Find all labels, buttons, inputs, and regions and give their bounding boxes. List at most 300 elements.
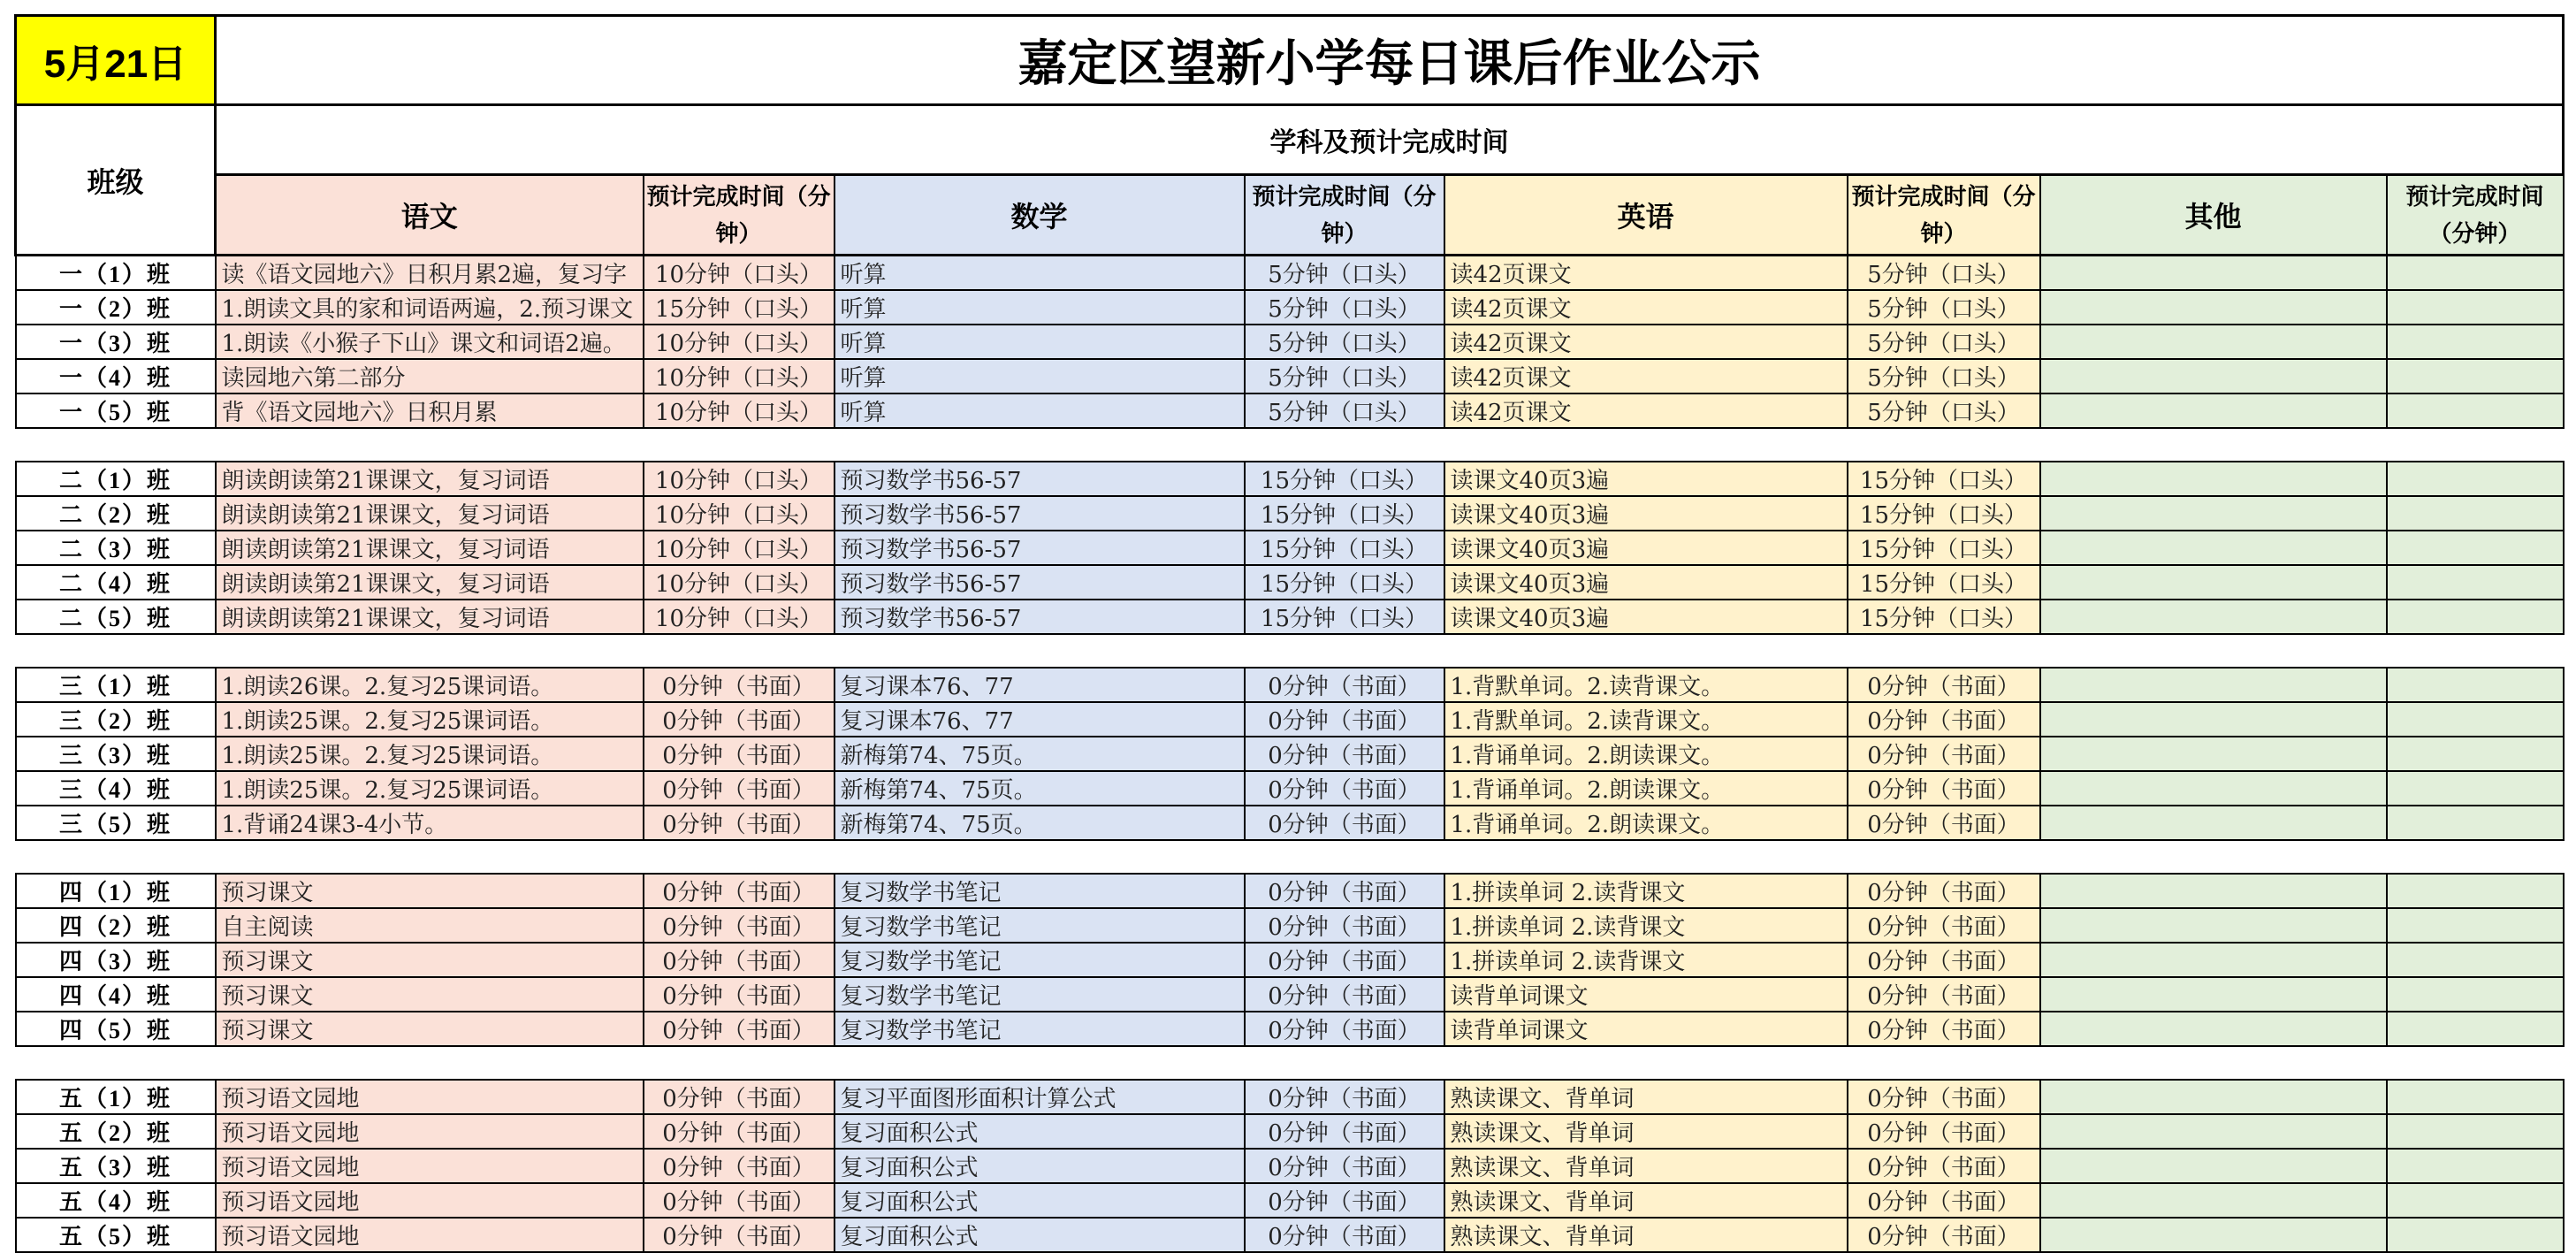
yingyu-homework-cell: 1.背默单词。2.读背课文。 [1444,702,1848,737]
qita-homework-cell [2040,771,2387,806]
shuxue-time-cell: 15分钟（口头） [1245,496,1444,531]
table-row [16,359,2564,393]
table-row [16,1080,2564,1114]
yuwen-time-header: 预计完成时间（分钟） [644,175,835,256]
shuxue-time-cell: 15分钟（口头） [1245,600,1444,634]
class-name-cell: 五（2）班 [16,1114,216,1149]
qita-homework-cell [2040,256,2387,291]
yuwen-homework-cell: 预习语文园地 [216,1218,644,1252]
spacer-cell [2040,1046,2387,1080]
yuwen-time-cell: 0分钟（书面） [644,874,835,908]
table-row [16,1149,2564,1183]
yingyu-time-cell: 0分钟（书面） [1848,1183,2040,1218]
qita-time-cell [2387,737,2564,771]
table-body [16,256,2564,1253]
shuxue-homework-cell: 复习数学书笔记 [835,977,1245,1012]
yuwen-time-cell: 0分钟（书面） [644,943,835,977]
yingyu-time-cell: 0分钟（书面） [1848,1149,2040,1183]
yingyu-homework-cell: 读42页课文 [1444,256,1848,291]
qita-time-header: 预计完成时间（分钟） [2387,175,2564,256]
yuwen-time-cell: 10分钟（口头） [644,359,835,393]
yuwen-homework-cell: 预习语文园地 [216,1080,644,1114]
spacer-cell [2040,840,2387,874]
class-name-cell: 二（4）班 [16,565,216,600]
class-name-cell: 三（1）班 [16,668,216,702]
yuwen-homework-cell: 预习课文 [216,874,644,908]
yingyu-homework-cell: 读42页课文 [1444,290,1848,325]
shuxue-time-cell: 5分钟（口头） [1245,359,1444,393]
table-row [16,943,2564,977]
shuxue-time-cell: 0分钟（书面） [1245,908,1444,943]
shuxue-homework-cell: 听算 [835,359,1245,393]
spacer-cell [1444,428,1848,462]
yuwen-header: 语文 [216,175,644,256]
class-name-cell: 二（3）班 [16,531,216,565]
spacer-cell [216,428,644,462]
qita-time-cell [2387,325,2564,359]
yingyu-homework-cell: 读课文40页3遍 [1444,496,1848,531]
shuxue-homework-cell: 新梅第74、75页。 [835,737,1245,771]
table-row [16,1114,2564,1149]
qita-time-cell [2387,393,2564,428]
shuxue-time-cell: 0分钟（书面） [1245,1149,1444,1183]
class-name-cell: 一（4）班 [16,359,216,393]
spacer-cell [1245,634,1444,668]
yingyu-homework-cell: 熟读课文、背单词 [1444,1080,1848,1114]
yuwen-time-cell: 0分钟（书面） [644,806,835,840]
shuxue-homework-cell: 复习数学书笔记 [835,943,1245,977]
shuxue-homework-cell: 复习课本76、77 [835,702,1245,737]
shuxue-time-cell: 15分钟（口头） [1245,462,1444,496]
table-row [16,256,2564,291]
yingyu-homework-cell: 1.背默单词。2.读背课文。 [1444,668,1848,702]
table-row [16,290,2564,325]
table-row [16,496,2564,531]
class-name-cell: 一（3）班 [16,325,216,359]
date-cell: 5月21日 [16,16,216,105]
class-name-cell: 三（4）班 [16,771,216,806]
qita-time-cell [2387,1183,2564,1218]
qita-time-cell [2387,1012,2564,1046]
spacer-cell [2040,634,2387,668]
yuwen-homework-cell: 1.朗读文具的家和词语两遍，2.预习课文 [216,290,644,325]
table-row [16,393,2564,428]
qita-time-cell [2387,771,2564,806]
spacer-cell [216,840,644,874]
yuwen-homework-cell: 1.朗读25课。2.复习25课词语。 [216,771,644,806]
yuwen-time-cell: 10分钟（口头） [644,496,835,531]
table-row [16,771,2564,806]
shuxue-time-cell: 0分钟（书面） [1245,1114,1444,1149]
shuxue-homework-cell: 预习数学书56-57 [835,462,1245,496]
class-name-cell: 三（2）班 [16,702,216,737]
qita-time-cell [2387,874,2564,908]
yingyu-time-cell: 5分钟（口头） [1848,256,2040,291]
shuxue-time-cell: 0分钟（书面） [1245,943,1444,977]
yingyu-time-cell: 0分钟（书面） [1848,806,2040,840]
shuxue-homework-cell: 预习数学书56-57 [835,600,1245,634]
spacer-cell [1848,1046,2040,1080]
yuwen-homework-cell: 预习课文 [216,943,644,977]
yingyu-homework-cell: 1.拼读单词 2.读背课文 [1444,908,1848,943]
table-row [16,668,2564,702]
yuwen-homework-cell: 读园地六第二部分 [216,359,644,393]
yingyu-homework-cell: 熟读课文、背单词 [1444,1218,1848,1252]
yingyu-time-cell: 5分钟（口头） [1848,393,2040,428]
yuwen-homework-cell: 朗读朗读第21课课文，复习词语 [216,496,644,531]
qita-header: 其他 [2040,175,2387,256]
shuxue-homework-cell: 听算 [835,325,1245,359]
qita-homework-cell [2040,806,2387,840]
shuxue-time-cell: 0分钟（书面） [1245,977,1444,1012]
spacer-cell [835,1046,1245,1080]
yingyu-homework-cell: 读42页课文 [1444,393,1848,428]
yuwen-homework-cell: 朗读朗读第21课课文，复习词语 [216,600,644,634]
yingyu-time-cell: 15分钟（口头） [1848,496,2040,531]
yuwen-time-cell: 0分钟（书面） [644,737,835,771]
yuwen-time-cell: 10分钟（口头） [644,393,835,428]
yingyu-time-cell: 0分钟（书面） [1848,1218,2040,1252]
yuwen-homework-cell: 预习课文 [216,1012,644,1046]
qita-time-cell [2387,531,2564,565]
yingyu-homework-cell: 读课文40页3遍 [1444,565,1848,600]
qita-homework-cell [2040,565,2387,600]
qita-homework-cell [2040,702,2387,737]
qita-time-cell [2387,359,2564,393]
qita-homework-cell [2040,977,2387,1012]
class-name-cell: 四（1）班 [16,874,216,908]
yingyu-time-cell: 15分钟（口头） [1848,531,2040,565]
shuxue-time-cell: 0分钟（书面） [1245,737,1444,771]
yingyu-homework-cell: 熟读课文、背单词 [1444,1114,1848,1149]
class-name-cell: 四（3）班 [16,943,216,977]
qita-time-cell [2387,256,2564,291]
yingyu-time-header: 预计完成时间（分钟） [1848,175,2040,256]
qita-homework-cell [2040,1080,2387,1114]
yingyu-header: 英语 [1444,175,1848,256]
table-row [16,874,2564,908]
qita-homework-cell [2040,325,2387,359]
shuxue-homework-cell: 复习数学书笔记 [835,874,1245,908]
yingyu-homework-cell: 读课文40页3遍 [1444,600,1848,634]
yuwen-time-cell: 0分钟（书面） [644,1218,835,1252]
yuwen-time-cell: 0分钟（书面） [644,1114,835,1149]
shuxue-homework-cell: 复习数学书笔记 [835,908,1245,943]
yuwen-homework-cell: 1.朗读25课。2.复习25课词语。 [216,737,644,771]
class-name-cell: 五（1）班 [16,1080,216,1114]
yuwen-homework-cell: 朗读朗读第21课课文，复习词语 [216,565,644,600]
yingyu-time-cell: 5分钟（口头） [1848,325,2040,359]
class-name-cell: 一（2）班 [16,290,216,325]
class-name-cell: 二（2）班 [16,496,216,531]
class-name-cell: 二（5）班 [16,600,216,634]
table-row [16,1012,2564,1046]
spacer-cell [1245,1046,1444,1080]
qita-time-cell [2387,668,2564,702]
qita-homework-cell [2040,1149,2387,1183]
yingyu-time-cell: 0分钟（书面） [1848,1012,2040,1046]
qita-time-cell [2387,462,2564,496]
yuwen-time-cell: 0分钟（书面） [644,1149,835,1183]
class-name-cell: 三（5）班 [16,806,216,840]
yuwen-homework-cell: 读《语文园地六》日积月累2遍，复习字 [216,256,644,291]
group-spacer [16,428,2564,462]
qita-homework-cell [2040,531,2387,565]
shuxue-homework-cell: 复习面积公式 [835,1183,1245,1218]
shuxue-homework-cell: 复习数学书笔记 [835,1012,1245,1046]
shuxue-time-cell: 5分钟（口头） [1245,393,1444,428]
yuwen-time-cell: 0分钟（书面） [644,1012,835,1046]
yuwen-time-cell: 0分钟（书面） [644,668,835,702]
qita-homework-cell [2040,1012,2387,1046]
yingyu-time-cell: 0分钟（书面） [1848,1080,2040,1114]
qita-time-cell [2387,1080,2564,1114]
qita-time-cell [2387,908,2564,943]
qita-homework-cell [2040,874,2387,908]
spacer-cell [1444,634,1848,668]
class-name-cell: 四（4）班 [16,977,216,1012]
shuxue-homework-cell: 新梅第74、75页。 [835,806,1245,840]
yuwen-time-cell: 0分钟（书面） [644,1183,835,1218]
spacer-cell [1848,840,2040,874]
yuwen-time-cell: 0分钟（书面） [644,977,835,1012]
class-name-cell: 二（1）班 [16,462,216,496]
table-row [16,737,2564,771]
shuxue-homework-cell: 预习数学书56-57 [835,565,1245,600]
yuwen-time-cell: 0分钟（书面） [644,771,835,806]
shuxue-time-cell: 5分钟（口头） [1245,325,1444,359]
yuwen-time-cell: 10分钟（口头） [644,600,835,634]
table-row [16,565,2564,600]
table-row [16,531,2564,565]
yingyu-time-cell: 5分钟（口头） [1848,290,2040,325]
qita-homework-cell [2040,290,2387,325]
class-name-cell: 五（3）班 [16,1149,216,1183]
table-row [16,1218,2564,1252]
table-row [16,600,2564,634]
yingyu-time-cell: 15分钟（口头） [1848,565,2040,600]
table-row [16,908,2564,943]
shuxue-time-cell: 0分钟（书面） [1245,1012,1444,1046]
class-name-cell: 四（5）班 [16,1012,216,1046]
qita-time-cell [2387,702,2564,737]
group-spacer [16,1046,2564,1080]
yuwen-homework-cell: 预习语文园地 [216,1183,644,1218]
shuxue-homework-cell: 听算 [835,290,1245,325]
yuwen-homework-cell: 自主阅读 [216,908,644,943]
table-row [16,977,2564,1012]
subjects-caption: 学科及预计完成时间 [216,105,2564,175]
qita-homework-cell [2040,943,2387,977]
shuxue-time-cell: 0分钟（书面） [1245,806,1444,840]
yingyu-time-cell: 0分钟（书面） [1848,771,2040,806]
yuwen-time-cell: 0分钟（书面） [644,702,835,737]
yingyu-time-cell: 5分钟（口头） [1848,359,2040,393]
spacer-cell [16,1046,216,1080]
yingyu-homework-cell: 读42页课文 [1444,359,1848,393]
shuxue-time-cell: 5分钟（口头） [1245,256,1444,291]
qita-time-cell [2387,600,2564,634]
qita-time-cell [2387,806,2564,840]
yingyu-homework-cell: 熟读课文、背单词 [1444,1149,1848,1183]
qita-time-cell [2387,290,2564,325]
qita-homework-cell [2040,600,2387,634]
qita-time-cell [2387,943,2564,977]
yingyu-homework-cell: 1.拼读单词 2.读背课文 [1444,943,1848,977]
qita-homework-cell [2040,462,2387,496]
yingyu-homework-cell: 1.背诵单词。2.朗读课文。 [1444,771,1848,806]
qita-homework-cell [2040,359,2387,393]
yingyu-time-cell: 0分钟（书面） [1848,1114,2040,1149]
shuxue-time-cell: 0分钟（书面） [1245,1183,1444,1218]
yingyu-time-cell: 0分钟（书面） [1848,977,2040,1012]
yingyu-homework-cell: 读背单词课文 [1444,977,1848,1012]
shuxue-time-cell: 0分钟（书面） [1245,874,1444,908]
spacer-cell [16,634,216,668]
shuxue-header: 数学 [835,175,1245,256]
shuxue-homework-cell: 复习课本76、77 [835,668,1245,702]
qita-homework-cell [2040,668,2387,702]
qita-homework-cell [2040,393,2387,428]
shuxue-time-header: 预计完成时间（分钟） [1245,175,1444,256]
qita-time-cell [2387,565,2564,600]
yuwen-homework-cell: 背《语文园地六》日积月累 [216,393,644,428]
yuwen-homework-cell: 朗读朗读第21课课文，复习词语 [216,462,644,496]
yuwen-time-cell: 0分钟（书面） [644,908,835,943]
spacer-cell [1245,840,1444,874]
qita-homework-cell [2040,496,2387,531]
yuwen-time-cell: 10分钟（口头） [644,531,835,565]
yuwen-homework-cell: 1.朗读25课。2.复习25课词语。 [216,702,644,737]
yingyu-homework-cell: 读背单词课文 [1444,1012,1848,1046]
yuwen-homework-cell: 预习语文园地 [216,1149,644,1183]
class-column-header: 班级 [16,105,216,256]
qita-homework-cell [2040,1183,2387,1218]
spacer-cell [644,428,835,462]
yuwen-time-cell: 0分钟（书面） [644,1080,835,1114]
spacer-cell [2387,840,2564,874]
shuxue-time-cell: 5分钟（口头） [1245,290,1444,325]
shuxue-homework-cell: 复习平面图形面积计算公式 [835,1080,1245,1114]
yuwen-homework-cell: 预习语文园地 [216,1114,644,1149]
table-row [16,462,2564,496]
yingyu-homework-cell: 1.拼读单词 2.读背课文 [1444,874,1848,908]
yuwen-homework-cell: 预习课文 [216,977,644,1012]
shuxue-homework-cell: 新梅第74、75页。 [835,771,1245,806]
class-name-cell: 一（1）班 [16,256,216,291]
spacer-cell [1848,428,2040,462]
table-row [16,1183,2564,1218]
qita-time-cell [2387,1114,2564,1149]
spacer-cell [216,634,644,668]
yuwen-homework-cell: 1.朗读26课。2.复习25课词语。 [216,668,644,702]
yingyu-homework-cell: 1.背诵单词。2.朗读课文。 [1444,737,1848,771]
shuxue-homework-cell: 听算 [835,256,1245,291]
yingyu-time-cell: 0分钟（书面） [1848,908,2040,943]
qita-time-cell [2387,1149,2564,1183]
qita-time-cell [2387,496,2564,531]
shuxue-homework-cell: 复习面积公式 [835,1218,1245,1252]
qita-homework-cell [2040,1114,2387,1149]
yingyu-time-cell: 0分钟（书面） [1848,668,2040,702]
yuwen-homework-cell: 1.背诵24课3-4小节。 [216,806,644,840]
shuxue-homework-cell: 复习面积公式 [835,1114,1245,1149]
spacer-cell [835,634,1245,668]
shuxue-time-cell: 15分钟（口头） [1245,565,1444,600]
spacer-cell [216,1046,644,1080]
spacer-cell [2040,428,2387,462]
yuwen-time-cell: 10分钟（口头） [644,325,835,359]
spacer-cell [2387,1046,2564,1080]
table-row [16,806,2564,840]
shuxue-time-cell: 0分钟（书面） [1245,1080,1444,1114]
yuwen-time-cell: 10分钟（口头） [644,565,835,600]
spacer-cell [1848,634,2040,668]
qita-time-cell [2387,1218,2564,1252]
spacer-cell [644,840,835,874]
page-title: 嘉定区望新小学每日课后作业公示 [216,16,2564,105]
group-spacer [16,634,2564,668]
qita-homework-cell [2040,737,2387,771]
spacer-cell [835,428,1245,462]
yingyu-homework-cell: 读课文40页3遍 [1444,462,1848,496]
spacer-cell [2387,634,2564,668]
yuwen-homework-cell: 朗读朗读第21课课文，复习词语 [216,531,644,565]
shuxue-time-cell: 0分钟（书面） [1245,668,1444,702]
spacer-cell [644,1046,835,1080]
shuxue-homework-cell: 预习数学书56-57 [835,496,1245,531]
yuwen-time-cell: 15分钟（口头） [644,290,835,325]
yingyu-homework-cell: 读42页课文 [1444,325,1848,359]
shuxue-homework-cell: 复习面积公式 [835,1149,1245,1183]
shuxue-homework-cell: 听算 [835,393,1245,428]
yuwen-time-cell: 10分钟（口头） [644,256,835,291]
yingyu-homework-cell: 1.背诵单词。2.朗读课文。 [1444,806,1848,840]
spacer-cell [1444,840,1848,874]
spacer-cell [835,840,1245,874]
spacer-cell [644,634,835,668]
class-name-cell: 四（2）班 [16,908,216,943]
yingyu-time-cell: 15分钟（口头） [1848,600,2040,634]
shuxue-homework-cell: 预习数学书56-57 [835,531,1245,565]
spacer-cell [2387,428,2564,462]
spacer-cell [1245,428,1444,462]
qita-homework-cell [2040,1218,2387,1252]
yingyu-time-cell: 0分钟（书面） [1848,874,2040,908]
yingyu-time-cell: 0分钟（书面） [1848,737,2040,771]
spacer-cell [1444,1046,1848,1080]
table-row [16,702,2564,737]
shuxue-time-cell: 0分钟（书面） [1245,702,1444,737]
yuwen-homework-cell: 1.朗读《小猴子下山》课文和词语2遍。 [216,325,644,359]
qita-time-cell [2387,977,2564,1012]
yingyu-time-cell: 0分钟（书面） [1848,702,2040,737]
class-name-cell: 一（5）班 [16,393,216,428]
yingyu-homework-cell: 熟读课文、背单词 [1444,1183,1848,1218]
class-name-cell: 五（4）班 [16,1183,216,1218]
yingyu-homework-cell: 读课文40页3遍 [1444,531,1848,565]
shuxue-time-cell: 0分钟（书面） [1245,771,1444,806]
homework-table [14,14,2565,1253]
shuxue-time-cell: 15分钟（口头） [1245,531,1444,565]
yingyu-time-cell: 0分钟（书面） [1848,943,2040,977]
shuxue-time-cell: 0分钟（书面） [1245,1218,1444,1252]
table-row [16,325,2564,359]
class-name-cell: 五（5）班 [16,1218,216,1252]
class-name-cell: 三（3）班 [16,737,216,771]
yingyu-time-cell: 15分钟（口头） [1848,462,2040,496]
spacer-cell [16,840,216,874]
